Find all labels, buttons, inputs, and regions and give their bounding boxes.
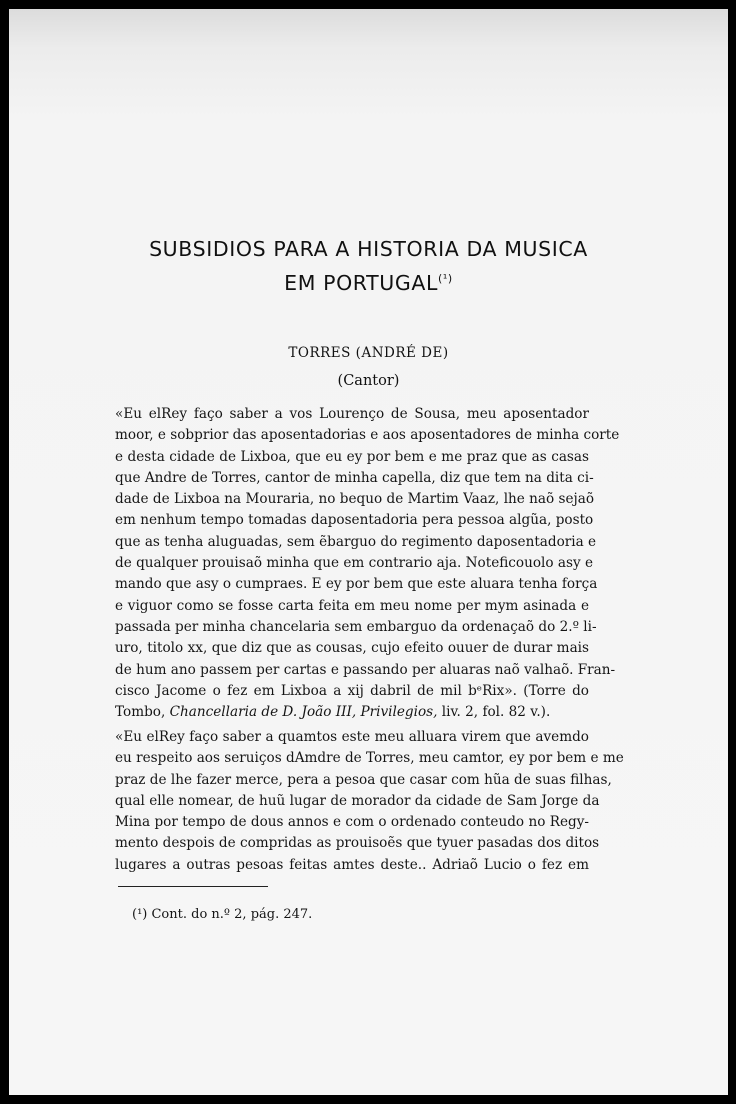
text-line: eu respeito aos seruiços dAmdre de Torres, meu camtor, ey por bem e me: [115, 750, 624, 767]
text-line: de qualquer prouisaõ minha que em contrario aja. Noteficouolo asy e: [115, 555, 594, 572]
text-line-citation: Tombo, Chancellaria de D. João III, Privilegios, liv. 2, fol. 82 v.).: [115, 704, 551, 721]
text-line: que Andre de Torres, cantor de minha capella, diz que tem na dita ci-: [115, 469, 594, 486]
text-line: e viguor como se fosse carta feita em meu nome per mym asinada e: [115, 597, 589, 614]
text-line: dade de Lixboa na Mouraria, no bequo de Martim Vaaz, lhe naõ sejaõ: [115, 491, 595, 508]
footnote: (¹) Cont. do n.º 2, pág. 247.: [132, 907, 313, 922]
citation-italic: Chancellaria de D. João III, Privilegios,: [169, 704, 438, 721]
text-line: lugares a outras pesoas feitas amtes deste.. Adriaõ Lucio o fez em: [115, 856, 589, 873]
text-line: praz de lhe fazer merce, pera a pesoa que casar com hũa de suas filhas,: [115, 771, 612, 788]
text-line: cisco Jacome o fez em Lixboa a xij dabril de mil bᵉRix». (Torre do: [115, 682, 589, 699]
text-line: uro, titolo xx, que diz que as cousas, cujo efeito ouuer de durar mais: [115, 640, 589, 657]
text-line: Mina por tempo de dous annos e com o ordenado conteudo no Regy-: [115, 814, 589, 831]
text-line: que as tenha aluguadas, sem ẽbarguo do regimento daposentadoria e: [115, 533, 597, 550]
text-line: mando que asy o cumpraes. E ey por bem que este aluara tenha força: [115, 576, 598, 593]
footnote-reference: (¹): [438, 272, 453, 285]
text-line: «Eu elRey faço saber a vos Lourenço de Sousa, meu aposentador: [115, 406, 589, 422]
text-line: qual elle nomear, de huũ lugar de morador da cidade de Sam Jorge da: [115, 792, 600, 809]
title-line-2: EM $PORTUGAL^{(^1)}$: [284, 271, 453, 295]
text-line: em nenhum tempo tomadas daposentadoria pera pessoa algũa, posto: [115, 512, 594, 529]
title-line-1: SUBSIDIOS PARA A HISTORIA DA MUSICA: [149, 237, 588, 261]
text-line: moor, e sobprior das aposentadorias e aos aposentadores de minha corte: [115, 427, 620, 444]
section-subheading: (Cantor): [337, 373, 400, 389]
text-line: de hum ano passem per cartas e passando per aluaras naõ valhaõ. Fran-: [115, 661, 616, 678]
text-line: «Eu elRey faço saber a quamtos este meu alluara virem que avemdo: [115, 729, 589, 745]
document-page: [9, 9, 728, 1095]
page-title: [9, 235, 728, 298]
section-heading: TORRES (ANDRÉ DE): [288, 345, 449, 361]
text-line: e desta cidade de Lixboa, que eu ey por bem e me praz que as casas: [115, 448, 589, 465]
paragraph-1: [115, 404, 620, 723]
footnote-divider: [118, 886, 268, 887]
text-line: mento despois de compridas as prouisoẽs que tyuer pasadas dos ditos: [115, 835, 600, 852]
text-line: passada per minha chancelaria sem embarguo da ordenaçaõ do 2.º li-: [115, 618, 597, 635]
paragraph-2: [115, 727, 624, 876]
